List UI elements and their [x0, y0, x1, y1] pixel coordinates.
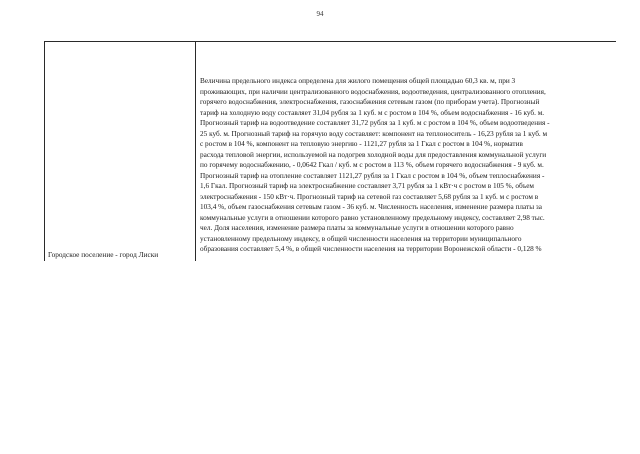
description-line: Прогнозный тариф на отопление составляет 1121,27 рубля за 1 Гкал с ростом в 104 %, объем теплоснабжения - [200, 171, 545, 180]
description-line: по горячему водоснабжению, - 0,0642 Гкал / куб. м с ростом в 113 %, объем горячего водоснабжения - 9 куб. м. [200, 161, 544, 169]
description-line: тариф на холодную воду составляет 31,04 рубля за 1 куб. м с ростом в 104 %, объем водоснабжения - 16 куб. м. [200, 108, 545, 117]
description-line: установленному предельному индексу, в общей численности населения на территории муниципального [200, 234, 522, 243]
description-line: 103,4 %, объем газоснабжения сетевым газом - 36 куб. м. Численность населения, изменение размера платы за [200, 203, 542, 211]
description-line: с ростом в 104 %, компонент на тепловую энергию - 1121,27 рубля за 1 Гкал с ростом в 104 %, норматив [200, 140, 523, 148]
description-line: расхода тепловой энергии, используемой на подогрев холодной воды для предоставления коммунальной услуги [200, 150, 547, 159]
description-line: горячего водоснабжения, электроснабжения, газоснабжения сетевым газом (по приборам учета). Прогнозный [200, 98, 540, 106]
page-number: 94 [316, 10, 324, 18]
index-table [44, 41, 616, 261]
description-line: проживающих, при наличии централизованного водоснабжения, водоотведения, централизованного отопления, [200, 87, 546, 96]
table-top-border [44, 41, 616, 42]
description-line: электроснабжения - 150 кВт·ч. Прогнозный тариф на сетевой газ составляет 5,68 рубля за 1 куб. м с ростом в [200, 192, 539, 201]
description-line: чел. Доля населения, изменение размера платы за коммунальные услуги в отношении которого равно [200, 224, 514, 232]
description-line: Величина предельного индекса определена для жилого помещения общей площадью 60,3 кв. м, при 3 [200, 77, 516, 85]
description-line: 25 куб. м. Прогнозный тариф на горячую воду составляет: компонент на теплоноситель - 16,23 рубля за 1 куб. м [200, 129, 548, 138]
description-line: Прогнозный тариф на водоотведение составляет 31,72 рубля за 1 куб. м с ростом в 104 %, объем водоотведения - [200, 119, 550, 127]
index-description [200, 76, 612, 255]
table-column-divider [195, 41, 196, 261]
municipality-name: Городское поселение - город Лиски [48, 250, 159, 259]
description-line: образования составляет 5,4 %, в общей численности населения на территории Воронежской области - 0,128 % [200, 245, 542, 253]
description-line: 1,6 Гкал. Прогнозный тариф на электроснабжение составляет 3,71 рубля за 1 кВт·ч с ростом в 105 %, объем [200, 182, 535, 190]
description-line: коммунальные услуги в отношении которого равно установленному предельному индексу, составляет 2,98 тыс. [200, 213, 545, 222]
table-left-border [44, 41, 45, 261]
